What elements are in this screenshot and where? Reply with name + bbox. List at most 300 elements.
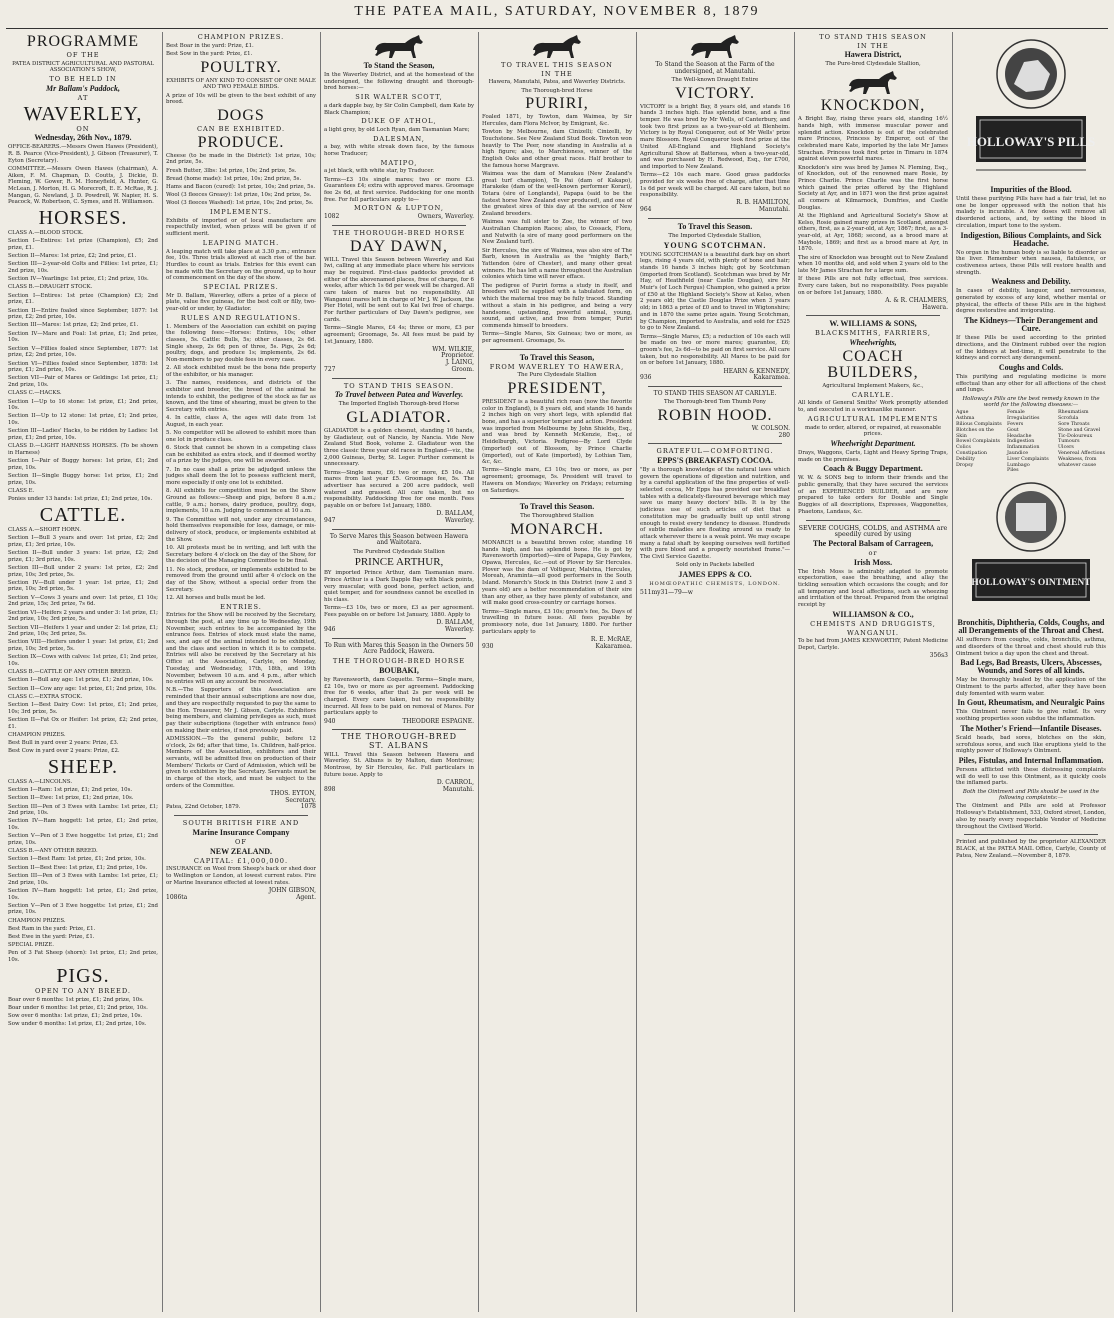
ad-text: WILL Travel this Season between Waverley and Kai Iwi, calling at any immediate place where his services may be required. First-class paddocks provided at either of the abovenamed places, free of charge, for 6 weeks, after which 1s 6d per week will be charged. All care taken of mares but no responsibility. All Wanganui mares left in charge of Mr J. W. Jackson, the Pier Hotel, will be sent out to Kai Iwi free of charge. For further particulars of Day Dawn's pedigree, see cards. [324,256,474,323]
rules-heading: RULES AND REGULATIONS. [180,313,302,322]
prize-section: Section II—Mares: 1st prize, £2; 2nd prize, £1. [8,253,137,260]
ad-terms: Terms—£3 10s, two or more, £3 as per agreement. Fees payable on or before 1st January, 1880. Apply to [324,605,474,619]
rule-item: 9. The Committee will not, under any circumstances, hold themselves responsible for loss, damage, or mis-delivery of stock, produce, or implements exhibited at the Show. [166,516,316,543]
ad-number: 1082 [324,213,340,221]
poultry-prize: A prize of 10s will be given to the best exhibit of any breed. [166,92,316,106]
masthead: THE PATEA MAIL, SATURDAY, NOVEMBER 8, 1879 [354,4,760,19]
prize-section: CLASS B.—ANY OTHER BREED. [8,848,98,855]
separator [648,386,782,387]
prize-section: Section V—Cows 3 years and over: 1st prize, £1 10s; 2nd prize, 15s; 3rd prize, 7s 6d. [8,594,158,608]
business-subheading: Coach & Buggy Department. [823,464,923,474]
prize-section: Section III—Pen of 3 Ewes with Lambs: 1st prize, £1; 2nd prize, 10s. [8,803,158,817]
separator [332,529,466,530]
separator [490,498,624,499]
ad-in: IN THE [857,41,889,50]
signature-role: Secretary. [285,796,316,804]
disease-item: Lumbago [1007,462,1030,468]
prize-section: CLASS A.—SHORT HORN. [8,526,81,533]
ad-text: PRESIDENT is a beautiful rich roan (now the favorite color in England), is 8 years old, and stands 16 hands 2 inches high on very short legs, with splendid flat bone, and has a superior temper and action. President was imported from Melbourne by John Shields, Esq., and was bred by Kenneth McKenzie, Esq., of Heidelburgh, Victoria. Pedigree—By Lord Clyde (imported) out of Blossom, by Prince Charlie (imported), out of Kate (imported), by Lothian Tam, &c, &c. [482,398,632,466]
emblem-label: HOLLOWAY'S PILLS [966,134,1096,149]
prize-section: Section I—Ram: 1st prize, £1; 2nd prize, 10s. [8,787,133,794]
separator [332,378,466,379]
horse-desc: a bay, with white streak down face, by the famous horse Traducer; [324,144,474,158]
horse-name: SIR WALTER SCOTT, [355,93,443,102]
holloway-pills-emblem [966,34,1096,184]
disease-item: Ulcers [1058,445,1074,451]
show-date: Wednesday, 26th Nov., 1879. [34,133,132,143]
ad-town: WANGANUI. [846,628,900,637]
disease-item: Rheumatism [1058,410,1089,416]
prize-section: Pen of 3 Fat Sheep (shorn): 1st prize, £1; 2nd prize, 10s. [8,950,158,964]
holloway-sold: The Ointment and Pills are sold at Professor Holloway's Establishment, 533, Oxford street, London, also by nearly every respectable Vendor of Medicine throughout the Civilised World. [956,803,1106,830]
horse-icon [527,34,587,60]
implements-text: Exhibits of imported or of local manufacture are respectfully invited, when prizes will be given if of sufficient merit. [166,217,316,238]
ad-role: Groom. [451,365,474,373]
ad-in: IN THE [541,69,573,78]
insurance-header: SOUTH BRITISH FIRE AND [182,819,300,828]
ad-sign: D. BALLAM, [436,510,474,518]
horse-desc: a jet black, with white star, by Traducer. [324,168,435,175]
ad-heading: To Serve Mares this Season between Hawera and Waitotara. [329,532,469,547]
prize-section: Section IV—Mare and Foal: 1st prize, £1; 2nd prize, 10s. [8,330,158,344]
prize-section: Section IV—Bull under 1 year: 1st prize, £1; 2nd prize, 10s; 3rd prize, 5s. [8,579,158,593]
ad-terms: Terms—Single Mares, £4 4s; three or more, £3 per agreement; Groomage, 5s. All fees must be paid by 1st January, 1880. [324,325,474,345]
horse-title: YOUNG SCOTCHMAN. [663,240,767,250]
horse-name: DALESMAN, [373,134,425,143]
prize-section: CLASS A.—BLOOD STOCK. [8,230,84,237]
disease-item: Bilious Complaints [956,422,1002,428]
disease-item: Liver Complaints [1007,456,1049,462]
column-rule [952,32,953,1312]
prize-section: Section II—Entire foaled since September, 1877: 1st prize, £2; 2nd prize, 10s. [8,307,158,321]
prize-section: Section I—Up to 16 stone: 1st prize, £1; 2nd prize, 10s. [8,398,158,412]
business-text: made to order, altered, or repaired, at reasonable prices. [804,424,942,438]
ad-number: 936 [640,374,652,382]
column-3-stallions [324,32,474,1312]
ad-intro: The Well-known Draught Entire [671,76,759,83]
sign-date: Patea, 22nd October, 1879. [166,804,241,811]
column-rule [794,32,795,1312]
horse-name: MATIPO, [380,158,418,167]
ad-heading: TO TRAVEL THIS SEASON [501,61,613,69]
ad-text: MONARCH is a beautiful brown color, standing 16 hands high, and has splendid bone. He is got by Ravensworth (imported)—sire of Papapa, Guy Fawkes, Opawa, Hercules, &c.—out of Plover by Sir Hercules. Plover was the dam of Voltigeur, Malvina, Hercules, Moreah, Araminta—all good performers in the South Island. Monarch's Stock in this District (now 2 and 3 years old) are a better recommendation of their sire than any other, as they have plenty of substance, and will make good cross-country or carriage horses. [482,539,632,607]
holloway-heading: Impurities of the Blood. [990,185,1072,194]
column-1-show-programme [8,32,158,1312]
ad-role: Manutahi. [758,206,790,214]
holloway-text: Scald heads, bad sores, blotches on the skin, scrofulous sores, and such like eruptions yield to the mighty power of Holloway's Ointment. [956,734,1106,755]
horse-title: MONARCH. [510,520,604,538]
product-title: The Pectoral Balsam of Carrageen, [812,538,934,548]
ad-sign: THEODORE ESPAGNE. [402,717,474,725]
ad-heading: To Run with Mares this Season in the Owners 50 Acre Paddock, Hawera. [324,641,474,656]
champion-heading: CHAMPION PRIZES. [197,33,285,41]
product-sub: Irish Moss. [853,557,893,567]
horse-icon [685,34,745,60]
produce-item: Fresh Butter, 3lbs: 1st prize, 10s; 2nd prize, 5s. [166,167,297,174]
pigs-subheading: OPEN TO ANY BREED. [35,986,131,995]
prize-section: Section VII—Heifers 1 year and under 2: 1st prize, £1; 2nd prize, 10s; 3rd prize, 5s. [8,624,158,638]
insurance-of: OF [235,837,247,846]
disease-item: Blotches on the Skin [956,427,994,439]
prize-section: CLASS A.—LINCOLNS. [8,778,73,785]
horses-sections [8,230,158,503]
prize-section: Section III—2-year-old Colts and Fillies: 1st prize, £1; 2nd prize, 10s. [8,261,158,275]
rule-item: 5. No competitor will be allowed to exhibit more than one lot in produce class. [166,430,316,443]
prize-section: Best Ram in the yard: Prize, £1. [8,925,96,932]
pigs-heading: PIGS. [56,964,110,987]
horse-title: PURIRI, [525,95,589,113]
disease-item: Ague [956,410,969,416]
disease-item: Weakness, from whatever cause [1058,456,1097,468]
prize-section: Section III—Pen of 3 Ewes with Lambs: 1st prize, £1; 2nd prize, 10s. [8,872,158,886]
disease-list-heading: Holloway's Pills are the best remedy known in the world for the following diseases:— [962,395,1100,409]
prize-section: Section I—Entires: 1st prize (Champion) £3; 2nd prize, £1. [8,292,158,306]
sheep-heading: SHEEP. [48,755,118,778]
ad-terms: If these Pills are not fully effectual, free services. Every care taken, but no responsibility. Fees payable on or before 1st January, 1880. [798,276,948,296]
dogs-heading: DOGS [217,106,265,124]
prize-section: Best Bull in yard over 2 years: Prize, £3. [8,740,119,747]
produce-item: Wool (3 fleeces Washed): 1st prize, 10s; 2nd prize, 5s. [166,200,314,207]
ad-heading: SEVERE COUGHS, COLDS, and ASTHMA are speedily cured by using [798,523,948,539]
separator [332,638,466,639]
champion-line: Best Boar in the yard: Prize, £1. [166,42,254,49]
ad-sign: R. B. HAMILTON, [736,199,790,207]
disease-item: Piles [1007,468,1019,474]
prize-section: Section VI—Heifers 2 years and under 3: 1st prize, £1; 2nd prize, 10s; 3rd prize, 5s. [8,609,158,623]
ad-sign: WM. WILKIE, [432,345,474,353]
disease-item: Headache [1007,433,1032,439]
dogs-sub: CAN BE EXHIBITED. [196,124,286,133]
entries-heading: ENTRIES. [220,602,262,611]
holloway-text: All sufferers from coughs, colds, bronchitis, asthma, and disorders of the throat and chest should rub this Ointment twice a day upon the chest and throat. [956,637,1106,657]
business-subheading: AGRICULTURAL IMPLEMENTS [807,414,939,423]
ad-role: Owners, Waverley. [417,213,474,221]
separator [490,349,624,350]
holloway-text: In cases of debility, languor, and nervousness, generated by excess of any kind, whether mental or physical, the effects of these Pills are in the highest degree restorative and invigorating. [956,288,1106,315]
column-2-show-rules [166,32,316,1312]
column-5-stallions [640,32,790,1312]
horse-icon [843,70,903,96]
ad-number: 280 [778,431,790,439]
signature: THOS. EYTON, [270,790,316,797]
implements-heading: IMPLEMENTS. [209,208,273,217]
prize-section: Section II—Best Ewe: 1st prize, £1; 2nd prize, 10s. [8,864,148,871]
ad-terms: Terms—Single mare, £3 10s; two or more, as per agreement; groomage, 5s. President will travel to Hawera on Mondays; Waverley on Fridays; returning on Saturdays. [482,467,632,494]
ad-number: 947 [324,517,336,525]
ad-text: by Ravensworth, dam Coquette. Terms—Single mare, £2 10s, two or more as per agreement. Paddocking free for 6 weeks, after that 2s per week will be charged. Every care taken, but no responsibility incurred. All fees to be paid on removal of Mares. For particulars apply to [324,676,474,717]
business-title: COACH BUILDERS, [827,348,919,381]
ad-intro: The Imported Clydesdale Stallion, [668,232,762,239]
ad-text: The Irish Moss is admirably adapted to promote expectoration, ease the breathing, and allay the tickling sensation which occasions the cough; and for all temporary and local affections, such as wheezing and irritation of the throat. Prepared from the original receipt by [798,568,948,609]
ad-heading: GRATEFUL—COMFORTING. [656,447,774,456]
prize-section: Section II—Cow any age: 1st prize, £1; 2nd prize, 10s. [8,685,157,692]
ad-terms: Terms—£3 10s single mares; two or more £3. Guarantees £4; extra with approved mares. Groomage fee 2s 6d, at first service. Paddocking for one month free. For full particulars apply to— [324,176,474,203]
rule-item: 12. All horses and bulls must be led. [166,594,266,601]
knockdon-text [798,116,948,275]
ad-subheading: To Travel between Patea and Waverley. [334,390,464,400]
officers: OFFICE-BEARERS.—Messrs Owen Hawes (President), R. B. Pearce (Vice-President), J. Gibson (Treasurer), T. Eyton (Secretary). [8,144,158,164]
holloway-heading: Weakness and Debility. [991,277,1071,287]
prize-section: Section VII—Pair of Mares or Geldings: 1st prize, £1; 2nd prize, 10s. [8,375,158,389]
insurance-place: NEW ZEALAND. [209,846,273,856]
ad-text: "By a thorough knowledge of the natural laws which govern the operations of digestion and nutrition, and by a careful application of the fine properties of well-selected cocoa, Mr Epps has provided our breakfast tables with a delicately-flavoured beverage which may save us many heavy doctors' bills. It is by the judicious use of such articles of diet that a constitution may be gradually built up until strong enough to resist every tendency to disease. Hundreds of subtle maladies are floating around us ready to attack wherever there is a weak point. We may escape many a fatal shaft by keeping ourselves well fortified with pure blood and a properly nourished frame."—The Civil Service Gazette. [640,466,790,561]
imprint: Printed and published by the proprietor ALEXANDER BLACK, at the PATEA MAIL Office, Carlyle, County of Patea, New Zealand.—November 8, 1879. [956,839,1106,859]
ad-terms: Terms—£2 10s each mare. Good grass paddocks provided for six weeks free of charge, after that time 1s 6d per week will be charged. All care taken, but no responsibility. [640,172,790,199]
poultry-text: EXHIBITS OF ANY KIND TO CONSIST OF ONE MALE AND TWO FEMALE BIRDS. [166,77,316,91]
rule-item: 3. The names, residences, and districts of the exhibitor and breeder, the breed of the animal he intends to exhibit, the pedigree of the stock as far as known, and the time of shearing, must be given to the Secretary with entries. [166,380,316,414]
ad-paragraph: Sir Hercules, the sire of Waimea, was also sire of The Barb, known in Australia as the "mighty Barb," Yattendon (sire of Chester), and many other great winners. He has left a name throughout the Australian colonies which time will never efface. [482,247,632,281]
ad-paragraph: The pedigree of Puriri forms a study in itself, and breeders will be supplied with a tabulated form, on which the maternal tree may be fully traced. Standing without a stain in his pedigree, and being a very handsome, upstanding, powerful animal, young, sound, and active, and free from temper, Puriri commends himself to breeders. [482,282,632,329]
business-trade: Wheelwrights, [849,338,897,347]
business-town: CARLYLE. [851,390,895,399]
holloway-heading: Piles, Fistulas, and Internal Inflammation. [958,755,1104,765]
ad-paragraph: Foaled 1871, by Towton, dam Waimea, by Sir Hercules, dam Flora McIvor, by Emigrant, &c. [482,114,632,128]
prize-section: Section II—Single Buggy horse: 1st prize, £1; 2nd prize, 10s. [8,473,158,486]
produce-item: Wool (3 fleeces Greasy): 1st prize, 10s; 2nd prize, 5s. [166,192,312,199]
entries-text: Entries for the Show will be received by the Secretary, through the post, at any time up to Wednesday, 19th November, such entries to be accompanied by the entrance fees. Entries of stock must state the name, sex, and age of the animal intended to be exhibited, and the class and section in which it is to compete. Entries will also be received by the Secretary at his Office at the Association, Carlyle, on Monday, Tuesday, and Wednesday, 17th, 18th, and 19th November, between 10 a.m. and 4 p.m., after which no entries will on any account be received. [166,612,316,686]
column-7-holloway [956,32,1106,1312]
business-name: W. WILLIAMS & SONS, [829,319,917,329]
ad-terms: Terms—Single mares, £3 10s; groom's fee, 5s. Days of travelling in future issue. All fees payable by promissory note, due 1st January, 1880. For further particulars apply to [482,608,632,635]
ad-sign: W. COLSON. [751,424,790,432]
ad-role: Waverley. [444,626,474,633]
ad-terms: Terms—Single mare, £6; two or more, £5 10s. All mares from last year £5. Groomage fee, 5s. The advertiser has secured a 200 acre paddock, well watered and grassed. All care taken, but no responsibility. Paddocking free for one month. Fees payable on or before 1st January, 1880. [324,469,474,510]
disease-item: Colics [956,445,971,451]
ad-paragraph: Waimea was the dam of Manukau (New Zealand's great turf champion), Te Pai (dam of Kakapo), Harakeke (dam of the well-known performer Korari), Totara (sire of Longlands), Papapa (said to be the fastest horse New Zealand ever produced), and one of the greatest sires of this day at the service of New Zealand breeders. [482,170,632,218]
ad-sign: JAMES EPPS & CO. [678,569,752,579]
prize-section: Section V—Fillies foaled since September, 1877: 1st prize, £2; 2nd prize, 10s. [8,345,158,359]
ad-role: Kakaramea. [753,374,790,382]
prize-section: Best Ewe in the yard: Prize, £1. [8,934,95,941]
ad-role: Hawera. [922,303,948,311]
horse-desc: a dark dapple bay, by Sir Colin Campbell, dam Kate by Black Champion; [324,102,474,116]
prize-section: CLASS D.—LIGHT HARNESS HORSES. (To be shown in Harness) [8,443,158,456]
column-rule [162,32,163,1312]
ad-terms: Terms—Single Mares, Six Guineas; two or more, as per agreement. Groomage, 5s. [482,331,632,344]
ad-intro: The Thorough-bred Horse [521,87,593,94]
ad-role: HOMŒOPATHIC CHEMISTS, LONDON. [649,580,781,587]
ad-heading: TO STAND THIS SEASON AT CARLYLE. [653,389,777,397]
business-text: W. W. & SONS beg to inform their friends and the public generally, that they have secured the services of an EXPERIENCED BUILDER, and are now prepared to take orders for Double and Single Buggies of all descriptions, Expresses, Waggonettes, Phaetons, Landaus, &c. [798,475,948,515]
ad-heading: TO STAND THIS SEASON [819,33,927,41]
ad-heading: To Travel this Season. [677,221,753,231]
disease-item: Tic-Doloureux [1058,433,1093,439]
separator [174,815,308,816]
ad-intro: In the Waverley District, and at the homestead of the undersigned, the following draught and thorough-bred horses:— [324,72,474,92]
prize-section: Section IX—Cows with calves: 1st prize, £1; 2nd prize, 10s. [8,654,158,668]
rule-item: 10. All protests must be in writing, and left with the Secretary before 4 o'clock on the day of the Show, for the decision of the Managing Committee to be final. [166,544,316,565]
horse-title: PRESIDENT, [507,379,607,397]
prize-section: Sow under 6 months: 1st prize, £1; 2nd prize, 10s. [8,1021,147,1028]
holloway-heading: The Kidneys—Their Derangement and Cure. [964,316,1098,334]
special-text: Mr D. Ballam, Waverley, offers a prize of a piece of plate, value five guineas, for the best colt or filly, two-year-old or under, by Gladiator. [166,292,316,313]
ad-sign: D. CARROL, [436,778,474,786]
ad-heading: To Stand the Season, [363,61,435,70]
ad-paragraph: The sire of Knockdon was brought out to New Zealand when 10 months old, and sold when 2 years old to the late Mr James Strachan for a large sum. [798,254,948,275]
poultry-heading: POULTRY. [200,58,282,76]
disease-item: Tumours [1058,439,1080,445]
masthead-rule [6,28,1108,29]
prize-section: CLASS C.—HACKS. [8,390,62,397]
prize-section: Section IV—Ram hoggett: 1st prize, £1; 2nd prize, 10s. [8,818,158,832]
ad-text: BY imported Prince Arthur, dam Tasmanian mare. Prince Arthur is a Dark Dapple Bay with black points, very muscular, with good bone, perfect action, and quiet temper, and for soundness cannot be excelled in his class. [324,570,474,604]
special-heading: SPECIAL PRIZES. [203,283,279,292]
column-4-stallions [482,32,632,1312]
separator [964,834,1098,835]
prize-section: CLASS E. [8,487,35,494]
ad-agent: To be had from JAMES KENWORTHY, Patent Medicine Depot, Carlyle. [798,638,948,651]
horse-title: ROBIN HOOD. [657,406,773,424]
ad-district: Hawera District, [844,50,902,60]
on: ON [76,124,90,133]
venue: Mr Ballam's Paddock, [45,83,120,93]
column-rule [478,32,479,1312]
prize-section: Section III—Ladies' Hacks, to be ridden by Ladies: 1st prize, £1; 2nd prize, 10s. [8,428,158,442]
prize-section: SPECIAL PRIZE. [8,942,54,949]
insurance-title: Marine Insurance Company [192,827,290,837]
separator [806,520,940,521]
ad-intro: The Purebred Clydesdale Stallion [353,548,445,555]
nb-text: N.B.—The Supporters of this Association are reminded that their annual subscriptions are now due, and they are respectfully requested to pay the same to the Hon. Treasurer, Mr J. Gibson, Carlyle. Exhibitors being members, and claiming privileges as such, must pay their subscriptions (together with entrance fees) on making their entries, if not previously paid. [166,687,316,734]
holloway-heading: Indigestion, Bilious Complaints, and Sick Headache. [960,230,1102,248]
prize-section: Section I—Bull any age: 1st prize, £1; 2nd prize, 10s. [8,677,154,684]
columns [6,32,1108,1314]
produce-item: Hams and Bacon (cured): 1st prize, 10s; 2nd prize, 5s. [166,183,316,190]
insurance-capital: CAPITAL: £1,000,000. [193,856,289,865]
rule-item: 6. Stock that cannot be shown in a competing class can be exhibited as extra stock, and if deemed worthy of a prize by the judges, one will be awarded. [166,445,316,465]
holloway-heading: Bad Legs, Bad Breasts, Ulcers, Abscesses, Wounds, and Sores of all kinds. [960,658,1102,676]
ad-sign: HEARN & KENNEDY, [723,367,790,375]
ad-intro: THE THOROUGH-BRED HORSE [332,657,466,666]
prize-section: Section II—Bull under 3 years: 1st prize, £2; 2nd prize, £1; 3rd prize, 10s. [8,549,158,563]
horse-title: DAY DAWN, [349,237,449,255]
prize-section: Section II—Ewe: 1st prize, £1; 2nd prize, 10s. [8,795,134,802]
prize-section: Section I—Best Ram: 1st prize, £1; 2nd prize, 10s. [8,856,146,863]
ad-paragraph: At the Highland and Agricultural Society's Show at Kelso, Rosie gained many prizes in Scotland, amongst others, first, as a 2-year-old, at Ayr, 1867; first, as a 3-year-old, at Ayr, 1868; second, as a brood mare at Maybole, 1869; and first as a brood mare at Ayr, in 1870. [798,212,948,253]
champion-line: Best Sow in the yard: Prize, £1. [166,50,253,57]
prize-section: Ponies under 13 hands: 1st prize, £1; 2nd prize, 10s. [8,496,153,503]
prize-section: Boar under 6 months: 1st prize, £1; 2nd prize, 10s. [8,1004,148,1011]
produce-item: Bread (home made): 1st prize, 10s; 2nd prize, 5s. [166,175,302,182]
leaping-text: A leaping match will take place at 3.30 p.m.; entrance fee, 10s. Three trials allowed at each rise of the bar. Hurdles to count as trials. Entries for this event can be made with the Secretary on the ground, up to hour of commencement on the day of the show. [166,248,316,282]
disease-item: Scrofula [1058,416,1079,422]
holloway-text: Until these purifying Pills have had a fair trial, let no one be longer oppressed with the notion that his malady is incurable. A few doses will remove all disordered actions, and, by setting the blood in circulation, impart tone to the system. [956,196,1106,229]
rules-list [166,324,316,602]
holloway-text: If these Pills be used according to the printed directions, and the Ointment rubbed over the region of the kidneys at bed-time, it will penetrate to the kidneys and correct any derangement. [956,335,1106,362]
ad-number: 356s3 [929,652,948,660]
ad-intro: The Pure Clydesdale Stallion [517,372,597,379]
horse-name: DUKE OF ATHOL, [361,117,437,126]
rule-item: 8. All exhibits for competition must be on the Show Ground as follows:—Sheep and pigs, before 8 a.m.; cattle, 9 a.m.; horses, dairy produce, poultry, dogs, implements, 10 a.m. Judging to commence at 10 a.m. [166,488,316,515]
business-text: Drays, Waggons, Carts, Light and Heavy Spring Traps, made on the premises. [798,449,948,463]
pigs-sections [8,997,158,1028]
ad-text: VICTORY is a bright Bay, 8 years old, and stands 16 hands 3 inches high. Has splendid bone, and a fine temper. He was bred by Mr Wells, of Canterbury, and took two first prizes as a two-year-old at Blenheim. Victory is by Royal Conqueror, out of Mr Wells' prize mare Blossom. Royal Conqueror took first prize at the United All-England and Highland Society's Agricultural Show at Battersea, when a two-year-old, and was purchased by H. Redwood, Esq., for £700, and imported to New Zealand. [640,103,790,170]
puriri-text [482,114,632,329]
business-trade: BLACKSMITHS, FARRIERS, [815,329,931,338]
town-title: WAVERLEY, [23,102,143,125]
holloway-text: This Ointment never fails to give relief. Its very soothing properties soon subdue the inflammation. [956,709,1106,723]
ad-districts: Hawera, Manutahi, Patea, and Waverley Districts. [488,79,626,86]
column-rule [320,32,321,1312]
ad-intro: The Imported English Thorough-bred Horse [338,401,460,408]
ad-paragraph: A Bright Bay, rising three years old, standing 16½ hands high, with immense muscular power and splendid action. Knockdon is out of the celebrated mare Princess, Princess by Emperor, out of the celebrated mare Kate, imported by the late Mr James Strachan. Princess took first prize in Timaru in 1874 against eleven powerful mares. [798,116,948,163]
ad-text: GLADIATOR is a golden chesnut, standing 16 hands, by Gladiateur, out of Nancio, by Nancia. Vide New Zealand Stud Book, volume 2. Gladiateur won the three classic three year old races in England—viz., the 2,000 Guineas, Derby, St. Leger. Further comment is unnecessary. [324,427,474,468]
ad-terms: Terms—Single Mares, £5; a reduction of 10s each will be made on two or more mares; guarantee, £6; groom's fee, 2s 6d—to be paid on first service. All care taken, but no responsibility. All Mares to be paid for on or before 1st January, 1880. [640,333,790,367]
ad-text: YOUNG SCOTCHMAN is a beautiful dark bay on short legs, rising 4 years old, with plenty of bone and hair; stands 16 hands 3 inches high; got by Scotchman (imported from Scotland). Scotchman was bred by Mr Hay, of Heathfield (near Castle Douglas), sire Mr Muir's (of Loch Fergus) Champion, who gained a prize of £50 at the Highland Society's Show at Kelso, when 2 years old; the Castle Douglas Prize when 3 years old; in 1863 a prize of £0 and to travel in Wigtonshire; and in 1870 the same prize again. Young Scotchman, by Champion, imported to Australia, and sold for £525 to go to New Zealand. [640,251,790,332]
prize-section: CHAMPION PRIZES. [8,917,66,924]
ad-number: 511my31—79—w [640,588,693,596]
holloway-heading: Coughs and Colds. [998,362,1064,372]
disease-item: Debility [956,456,975,462]
emblem-label: HOLLOWAY'S OINTMENT [971,578,1091,589]
business-text: All kinds of General Smiths' Work promptly attended to, and executed in a workmanlike manner. [798,400,948,414]
ad-number: 930 [482,642,494,650]
ad-sign: R. E. McRAE, [590,635,632,643]
holloway-heading: In Gout, Rheumatism, and Neuralgic Pains [957,698,1105,708]
column-rule [636,32,637,1312]
holloway-both: Both the Ointment and Pills should be used in the following complaints:— [962,788,1100,802]
ad-role: Kakaramea. [595,642,632,650]
insurance-text: INSURANCE on Wool from Sheep's back or shed door to Wellington or London, at lowest current rates. Fire or Marine Insurance effected at lowest rates. [166,866,316,886]
disease-item: Inflammation [1007,445,1040,451]
disease-item: Indigestion [1007,439,1035,445]
sheep-sections [8,779,158,964]
disease-item: Asthma [956,416,975,422]
ad-intro: The Pure-bred Clydesdale Stallion, [825,61,921,68]
separator [332,225,466,226]
business-sub: Agricultural Implement Makers, &c., [822,383,924,389]
prize-section: Section I—Best Dairy Cow: 1st prize, £1; 2nd prize, 10s; 3rd prize, 5s. [8,702,158,715]
separator [806,315,940,316]
ad-number: 727 [324,365,336,373]
ad-paragraph: Knockdon's sire was bred by James N. Fleming, Esq., of Knockdon, out of the renowned mare Rosie, by Prince Charlie. Prince Charlie was the first horse which gained the prize offered by the Highland Society at Ayr, and in 1871 won the first prize against all comers at Kilmarnock, Dumfries, and Castle Douglas. [798,164,948,211]
rule-item: 4. In cattle, class A, the ages will date from 1st August, in each year. [166,415,316,428]
committee: COMMITTEE.—Messrs Owen Hawes (chairman), A. Aiken, F. M. Chapman, D. Coutts, J. Dickie, D. Fleming, W. Gower, R. M. Honeyfield, A. Hunter, G. McLean, J. Morton, H. G. Morecroft, E. E. McRae, R. J. Mangan, G. Newland, J. D. Powdrell, W. Napier, H. S. Peacock, W. Robertson, C. Symes, and H. Williamson. [8,165,158,206]
horse-title: GLADIATOR. [346,408,452,426]
disease-item: Sore Throats [1058,422,1090,428]
of-the: OF THE [66,51,100,59]
ad-heading: To Travel this Season, [519,352,595,362]
horse-desc: a light grey, by old Loch Ryan, dam Tasmanian Mare; [324,126,470,133]
ad-heading: To Travel this Season. [519,502,595,512]
disease-item: Stone and Gravel [1058,427,1101,433]
disease-item: Venereal Affections [1058,451,1106,457]
prize-section: Section IV—Ram hoggett: 1st prize, £1; 2nd prize, 10s. [8,887,158,901]
produce-list [166,153,316,207]
ad-number: 940 [324,717,336,725]
rule-item: 7. In no case shall a prize be adjudged unless the judges shall deem the lot to possess sufficient merit, more especially if only one lot is exhibited. [166,466,316,487]
programme-title: PROGRAMME [26,33,140,50]
ad-number: 1078 [300,803,316,811]
ad-number: 964 [640,206,652,214]
holloway-text: May be thoroughly healed by the application of the Ointment to the parts affected, after they have been duly fomented with warm water. [956,677,1106,697]
prize-section: Section V—Pen of 3 Ewe hoggetts: 1st prize, £1; 2nd prize, 10s. [8,833,158,847]
separator [332,729,466,730]
disease-list [956,410,1106,474]
agent-role: Agent. [296,893,316,901]
ad-intro: The Thoroughbred Stallion [520,513,594,520]
prize-section: CLASS B.—DRAUGHT STOCK. [8,284,93,291]
prize-section: Section III—Bull under 2 years: 1st prize, £2; 2nd prize, 10s; 3rd prize, 5s. [8,564,158,578]
at: AT [77,93,89,102]
association-name: PATEA DISTRICT AGRICULTURAL AND PASTORAL ASSOCIATION'S SHOW, [12,60,154,74]
disease-item: Gout [1007,427,1019,433]
ad-sign: A. & R. CHALMERS, [885,296,948,304]
disease-item: Dropsy [956,462,974,468]
holloway-ointment-emblem [966,477,1096,617]
product-title: EPPS'S (BREAKFAST) COCOA. [657,455,773,465]
ad-heading: THE THOROUGH-BRED HORSE [332,228,466,237]
